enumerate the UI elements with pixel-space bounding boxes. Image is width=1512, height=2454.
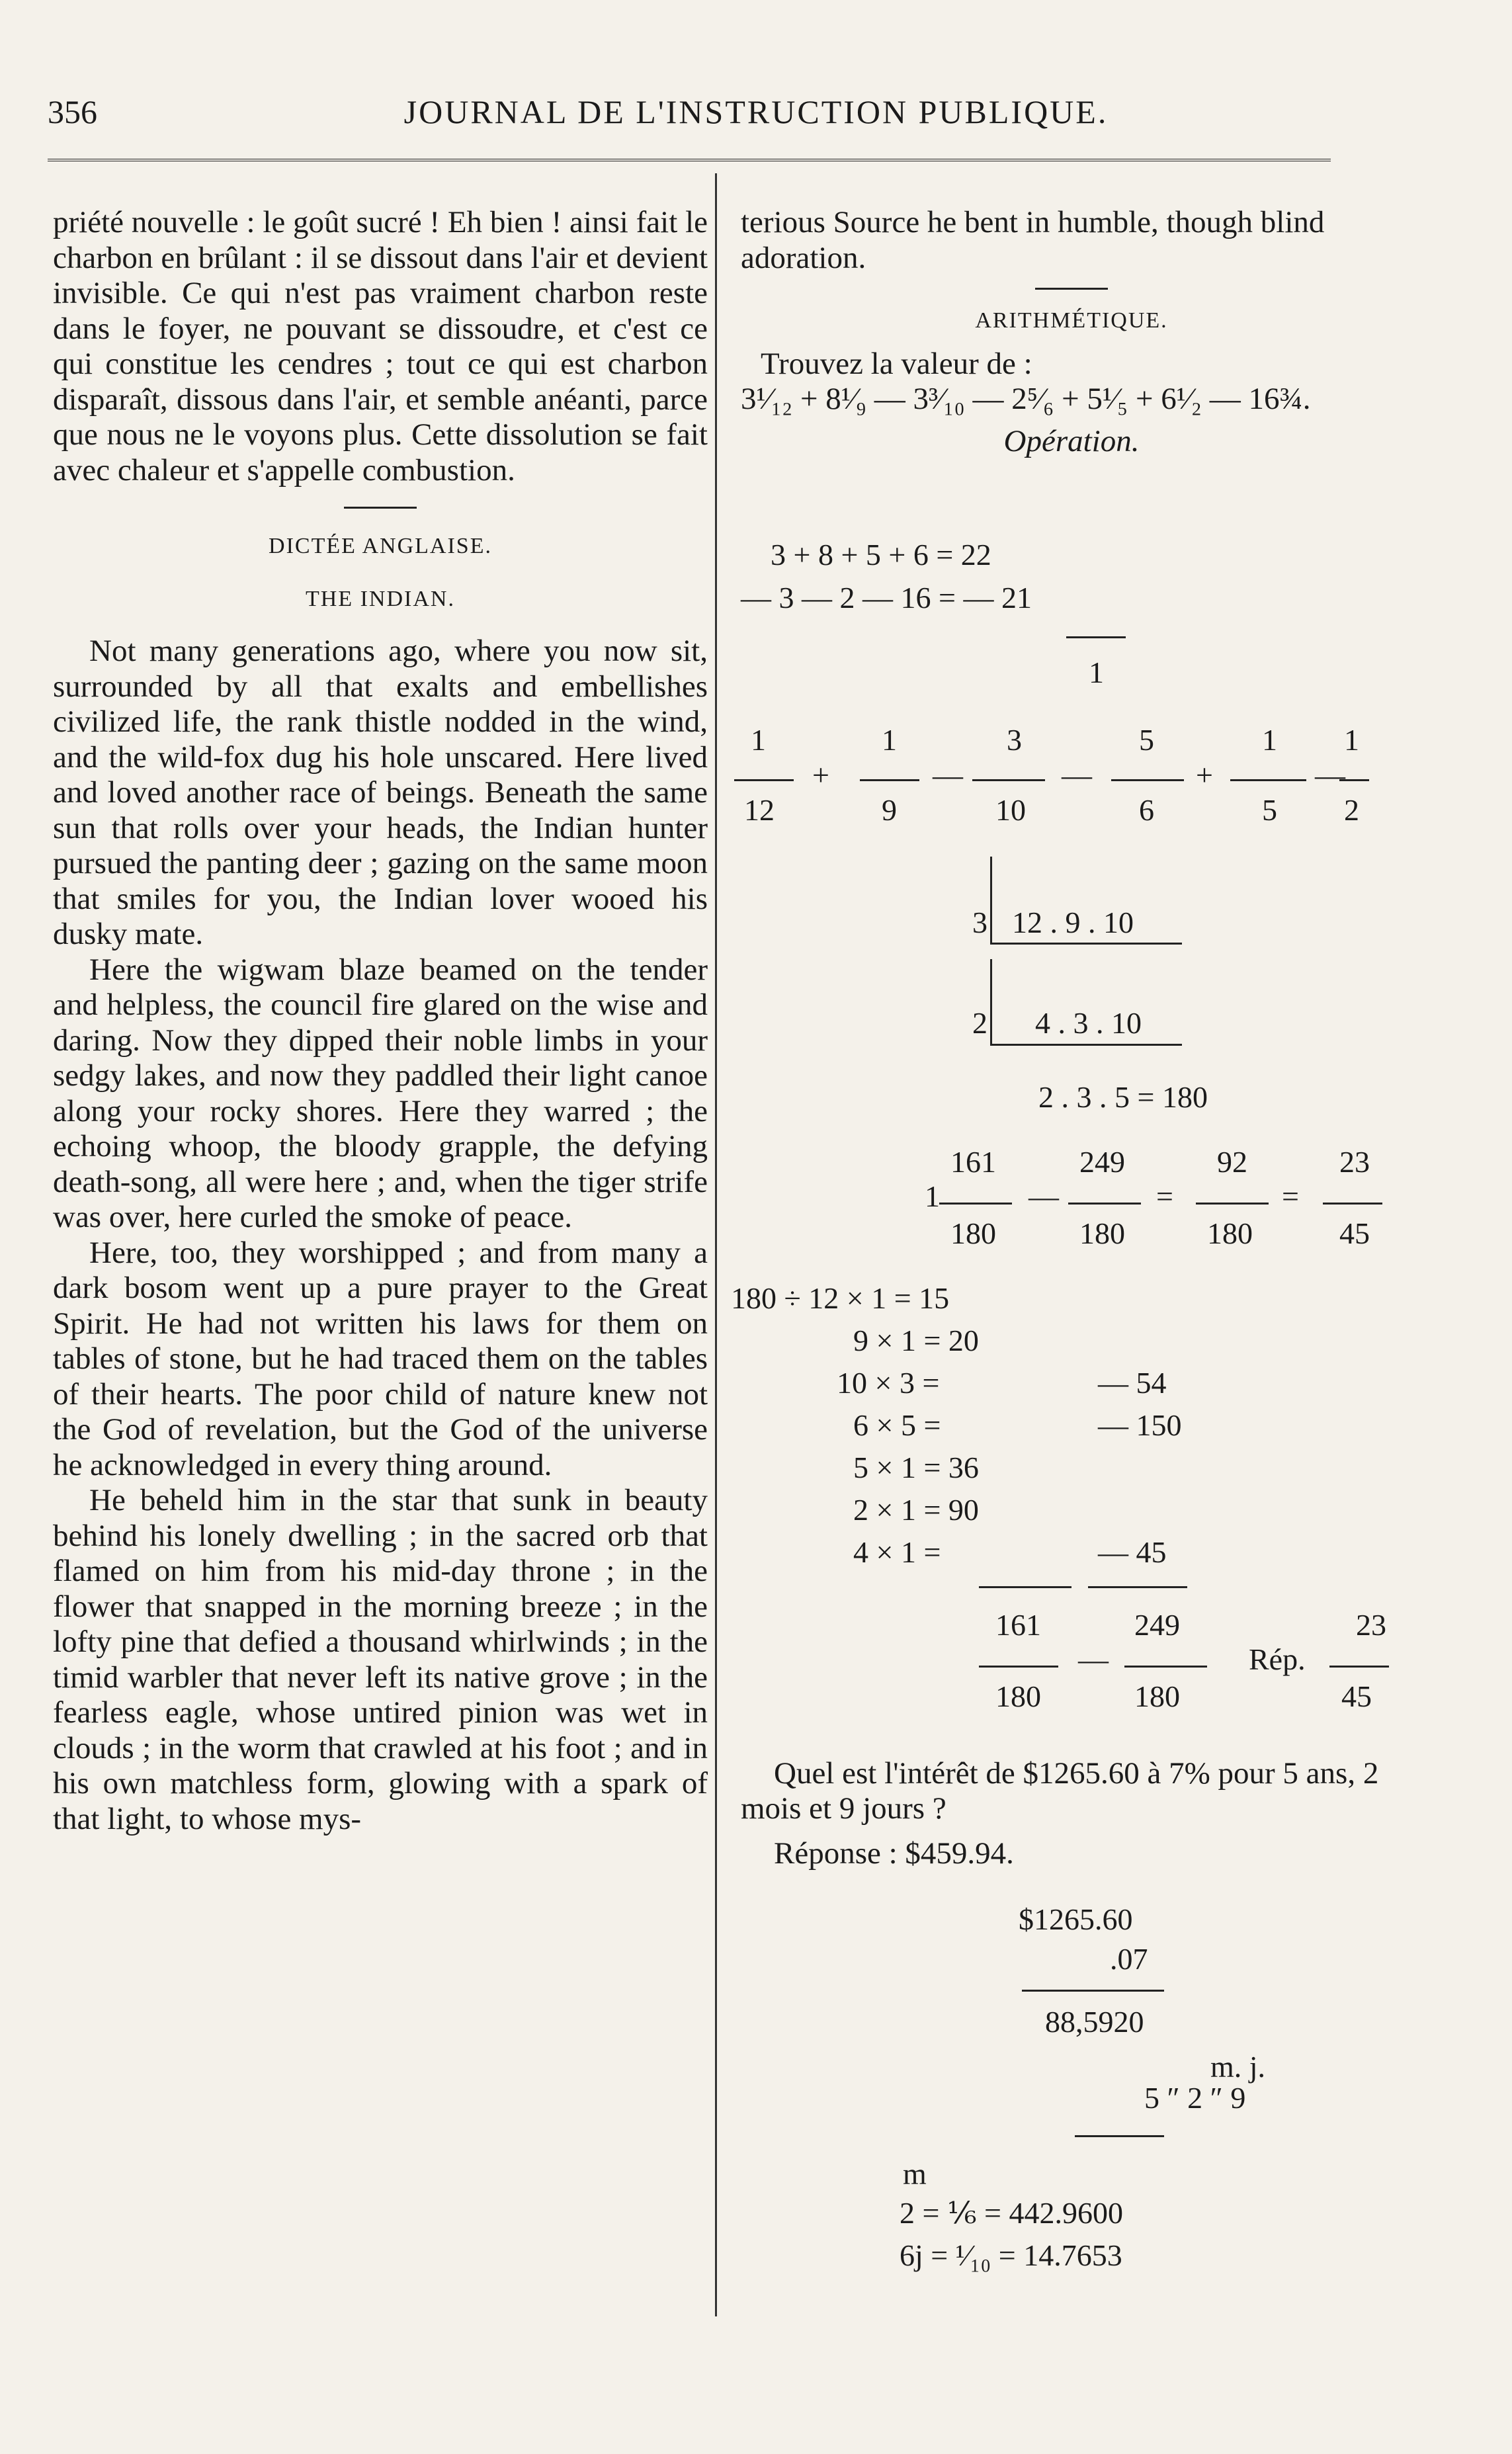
sum-rule: [1066, 636, 1126, 638]
product-row-4b: — 150: [1098, 1408, 1182, 1442]
combo-eq1: =: [1156, 1179, 1173, 1213]
final-d1: 180: [995, 1679, 1041, 1713]
product-row-2: 9 × 1 = 20: [853, 1324, 979, 1357]
combo-n4: 23: [1339, 1145, 1370, 1179]
combo-d1: 180: [950, 1216, 996, 1250]
product-row-3a: 10 × 3 =: [837, 1366, 940, 1400]
frac3-den: 10: [995, 793, 1026, 827]
frac4-bar: [1111, 779, 1184, 781]
mult-bar: [1022, 1990, 1164, 1992]
lcm1-divisor: 3: [972, 906, 987, 939]
integer-sum-result: 1: [1089, 656, 1104, 689]
interest-question: Quel est l'intérêt de $1265.60 à 7% pour 5 ans, 2 mois et 9 jours ?: [741, 1756, 1379, 1826]
paragraph-4: He beheld him in the star that sunk in beauty behind his lonely dwelling ; in the sacred orb that flamed on him from his mid-day throne ; in the flower that snapped in the morning breeze ; in the lofty pine that defied a thousand whirlwinds ; in the timid warbler that never left its native grove ; in the fearless eagle, whose untired pinion was wet in clouds ; in the worm that crawled at his foot ; and in his own matchless form, glowing with a spark of that light, to whose mys-: [53, 1483, 708, 1836]
combo-eq2: =: [1282, 1179, 1299, 1213]
frac5-bar: [1230, 779, 1306, 781]
lcm2-bar: [990, 1044, 1182, 1046]
section-rule: [344, 507, 417, 509]
product-row-6: 2 × 1 = 90: [853, 1493, 979, 1527]
op-5: —: [1315, 758, 1345, 792]
interest-line-2: 6j = ¹⁄₁₀ = 14.7653: [900, 2238, 1122, 2272]
intro-paragraph: priété nouvelle : le goût sucré ! Eh bien ! ainsi fait le charbon en brûlant : il se dissout dans l'air et devient invisible. Ce qui n'est pas vraiment charbon reste dans le foyer, ne pouvant se dissoudre, et c'est ce qui constitue les cendres ; tout ce qui est charbon disparaît, dissous dans l'air, et semble anéanti, parce que nous ne le voyons plus. Cette dissolution se fait avec chaleur et s'appelle combustion.: [53, 205, 708, 487]
combo-bar2: [1068, 1203, 1141, 1205]
integer-sum-2: — 3 — 2 — 16 = — 21: [741, 581, 1032, 614]
mult-amount: $1265.60: [1019, 1902, 1133, 1936]
problem-expression: 3¹⁄₁₂ + 8¹⁄₉ — 3³⁄₁₀ — 2⁵⁄₆ + 5¹⁄₅ + 6¹⁄₂ — 16¾.: [741, 382, 1311, 416]
interest-answer: Réponse : $459.94.: [774, 1836, 1014, 1871]
page-number: 356: [48, 93, 97, 130]
time-values: 5 ″ 2 ″ 9: [1144, 2081, 1246, 2115]
time-bar: [1075, 2135, 1164, 2137]
frac4-num: 5: [1139, 723, 1154, 757]
product-row-1: 180 ÷ 12 × 1 = 15: [731, 1281, 950, 1315]
final-bar1: [979, 1666, 1058, 1668]
product-sum-bar-1: [979, 1586, 1071, 1588]
combo-d4: 45: [1339, 1216, 1370, 1250]
problem-text: Trouvez la valeur de :: [761, 346, 1032, 381]
lcm1-vbar: [990, 857, 992, 943]
paragraph-3: Here, too, they worshipped ; and from many a dark bosom went up a pure prayer to the Great Spirit. He had not written his laws for them on tables of stone, but he had traced them on the tables of their hearts. The poor child of nature knew not the God of revelation, but the God of the universe he acknowledged in every thing around.: [53, 1235, 708, 1482]
frac1-bar: [734, 779, 794, 781]
combo-d3: 180: [1207, 1216, 1253, 1250]
combo-op1: —: [1029, 1179, 1059, 1213]
frac1-num: 1: [751, 723, 766, 757]
continued-text: terious Source he bent in humble, though blind adoration.: [741, 205, 1325, 275]
combo-bar3: [1196, 1203, 1269, 1205]
final-n3: 23: [1356, 1608, 1386, 1642]
final-rep-label: Rép.: [1249, 1642, 1306, 1676]
frac5-den: 5: [1262, 793, 1277, 827]
frac1-den: 12: [744, 793, 775, 827]
combo-bar1: [939, 1203, 1012, 1205]
journal-title: JOURNAL DE L'INSTRUCTION PUBLIQUE.: [403, 93, 1109, 130]
frac3-bar: [972, 779, 1045, 781]
months-label: m: [903, 2157, 927, 2191]
op-2: —: [933, 758, 963, 792]
running-header: [0, 93, 1512, 139]
paragraph-1: Not many generations ago, where you now sit, surrounded by all that exalts and embellishes civilized life, the rank thistle nodded in the wind, and the wild-fox dug his hole unscared. Here lived and loved another race of beings. Beneath the same sun that rolls over your heads, the Indian hunter pursued the panting deer ; gazing on the same moon that smiles for you, the Indian lover wooed his dusky mate.: [53, 634, 708, 951]
frac4-den: 6: [1139, 793, 1154, 827]
final-n2: 249: [1134, 1608, 1180, 1642]
product-row-4a: 6 × 5 =: [853, 1408, 941, 1442]
left-column: [53, 205, 708, 1837]
final-n1: 161: [995, 1608, 1041, 1642]
frac5-num: 1: [1262, 723, 1277, 757]
frac2-bar: [860, 779, 919, 781]
product-row-5: 5 × 1 = 36: [853, 1451, 979, 1484]
arith-title: ARITHMÉTIQUE.: [975, 308, 1168, 333]
final-bar2: [1124, 1666, 1207, 1668]
section-subtitle: THE INDIAN.: [306, 586, 455, 611]
op-3: —: [1062, 758, 1092, 792]
frac2-den: 9: [882, 793, 897, 827]
lcm-result: 2 . 3 . 5 = 180: [1038, 1080, 1208, 1114]
combo-n3: 92: [1217, 1145, 1247, 1179]
final-bar3: [1329, 1666, 1389, 1668]
lcm2-numbers: 4 . 3 . 10: [1035, 1006, 1142, 1040]
mult-rate: .07: [1110, 1942, 1148, 1976]
frac3-num: 3: [1007, 723, 1022, 757]
combo-bar4: [1323, 1203, 1382, 1205]
frac2-num: 1: [882, 723, 897, 757]
integer-sum-1: 3 + 8 + 5 + 6 = 22: [771, 538, 991, 571]
product-row-3b: — 54: [1098, 1366, 1167, 1400]
final-op: —: [1078, 1642, 1109, 1676]
lcm2-divisor: 2: [972, 1006, 987, 1040]
frac6-bar: [1339, 779, 1369, 781]
operation-label: Opération.: [1003, 423, 1140, 458]
combo-whole: 1: [925, 1179, 940, 1213]
lcm1-bar: [990, 943, 1182, 945]
lcm1-numbers: 12 . 9 . 10: [1012, 906, 1134, 939]
product-row-7a: 4 × 1 =: [853, 1535, 941, 1569]
section-title: DICTÉE ANGLAISE.: [269, 534, 492, 558]
mult-product: 88,5920: [1045, 2005, 1144, 2039]
interest-line-1: 2 = ⅙ = 442.9600: [900, 2196, 1123, 2230]
combo-n2: 249: [1079, 1145, 1125, 1179]
section-rule-right: [1035, 288, 1108, 290]
frac6-num: 1: [1344, 723, 1359, 757]
op-1: +: [812, 758, 829, 792]
combo-d2: 180: [1079, 1216, 1125, 1250]
right-column: [741, 205, 1402, 459]
final-d2: 180: [1134, 1679, 1180, 1713]
lcm2-vbar: [990, 959, 992, 1045]
header-rule: [48, 159, 1331, 161]
final-d3: 45: [1341, 1679, 1372, 1713]
paragraph-2: Here the wigwam blaze beamed on the tender and helpless, the council fire glared on the wise and daring. Now they dipped their noble limbs in your sedgy lakes, and now they paddled their light canoe along your rocky shores. Here they warred ; the echoing whoop, the bloody grapple, the defying death-song, all were here ; and, when the tiger strife was over, here curled the smoke of peace.: [53, 952, 708, 1234]
op-4: +: [1196, 758, 1213, 792]
time-header: m. j.: [1210, 2050, 1266, 2084]
column-divider: [715, 173, 717, 2316]
product-row-7b: — 45: [1098, 1535, 1167, 1569]
product-sum-bar-2: [1088, 1586, 1187, 1588]
combo-n1: 161: [950, 1145, 996, 1179]
frac6-den: 2: [1344, 793, 1359, 827]
